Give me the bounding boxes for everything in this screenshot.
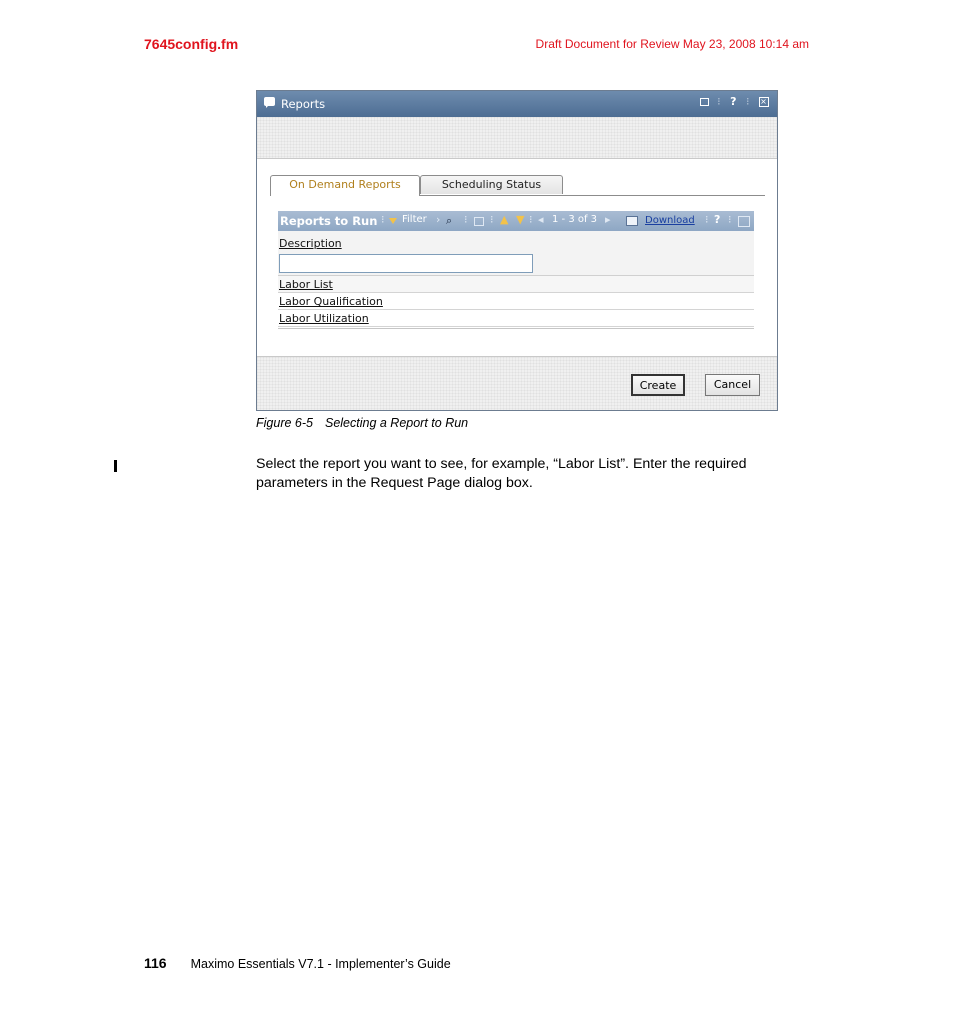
clear-filter-icon[interactable] [474,217,484,226]
help-icon[interactable]: ? [730,95,738,108]
separator: ⁝ [529,213,533,226]
next-page-icon[interactable]: ▸ [605,213,611,226]
report-link-labor-list[interactable]: Labor List [279,278,333,291]
download-link[interactable]: Download [645,215,695,226]
table-title: Reports to Run [280,214,378,228]
separator: ⁝ [464,213,468,226]
filter-button[interactable]: Filter [402,214,427,225]
tab-strip [270,175,765,196]
table-row [278,276,754,293]
table-row [278,310,754,327]
dialog-top-band [257,117,777,159]
report-link-labor-utilization[interactable]: Labor Utilization [279,312,369,325]
description-filter-input[interactable] [279,254,533,273]
body-paragraph: Select the report you want to see, for example, “Labor List”. Enter the required parameters in the Request Page dialog box. [256,456,747,491]
cancel-button[interactable]: Cancel [705,374,760,396]
dialog-title: Reports [281,97,326,111]
reports-dialog-figure [256,90,778,411]
binoculars-icon[interactable]: ⌕ [446,214,453,227]
close-icon[interactable]: × [760,97,768,106]
tab-on-demand-reports[interactable]: On Demand Reports [270,175,420,196]
column-description[interactable]: Description [279,237,342,250]
table-column-header [278,231,754,276]
figure-number: Figure 6-5 [256,416,313,430]
previous-page-icon[interactable]: ◂ [538,213,544,226]
arrow-up-icon[interactable]: ▲ [500,213,509,226]
page-footer [144,955,451,971]
separator: ⁝ [717,95,722,108]
change-bar [114,460,117,472]
separator: ⁝ [705,213,709,226]
header-draft-note: Draft Document for Review May 23, 2008 10:14 am [535,37,809,51]
figure-title: Selecting a Report to Run [324,416,469,430]
separator: ⁝ [490,213,494,226]
download-icon[interactable] [626,216,638,226]
separator: ⁝ [381,213,385,226]
separator: ⁝ [728,213,732,226]
arrow-down-icon[interactable]: ▼ [516,213,525,226]
page-number: 116 [144,955,167,971]
header-filename: 7645config.fm [144,36,239,52]
table-toolbar [278,211,754,231]
speech-bubble-icon [264,97,275,106]
bookmark-icon[interactable] [700,98,709,106]
report-link-labor-qualification[interactable]: Labor Qualification [279,295,383,308]
separator: › [436,213,441,226]
pagination-count: 1 - 3 of 3 [552,214,598,225]
filter-icon[interactable] [389,218,397,224]
create-button[interactable]: Create [631,374,685,396]
dialog-titlebar [257,91,777,117]
table-help-icon[interactable]: ? [714,213,721,226]
separator: ⁝ [746,95,751,108]
tab-scheduling-status[interactable]: Scheduling Status [420,175,563,194]
titlebar-buttons [696,95,769,108]
table-bottom-border [278,328,754,329]
dialog-button-band [257,356,777,411]
book-title: Maximo Essentials V7.1 - Implementer’s Guide [190,957,451,971]
table-row [278,293,754,310]
figure-caption [256,416,468,430]
table-panel-icon[interactable] [738,216,750,227]
